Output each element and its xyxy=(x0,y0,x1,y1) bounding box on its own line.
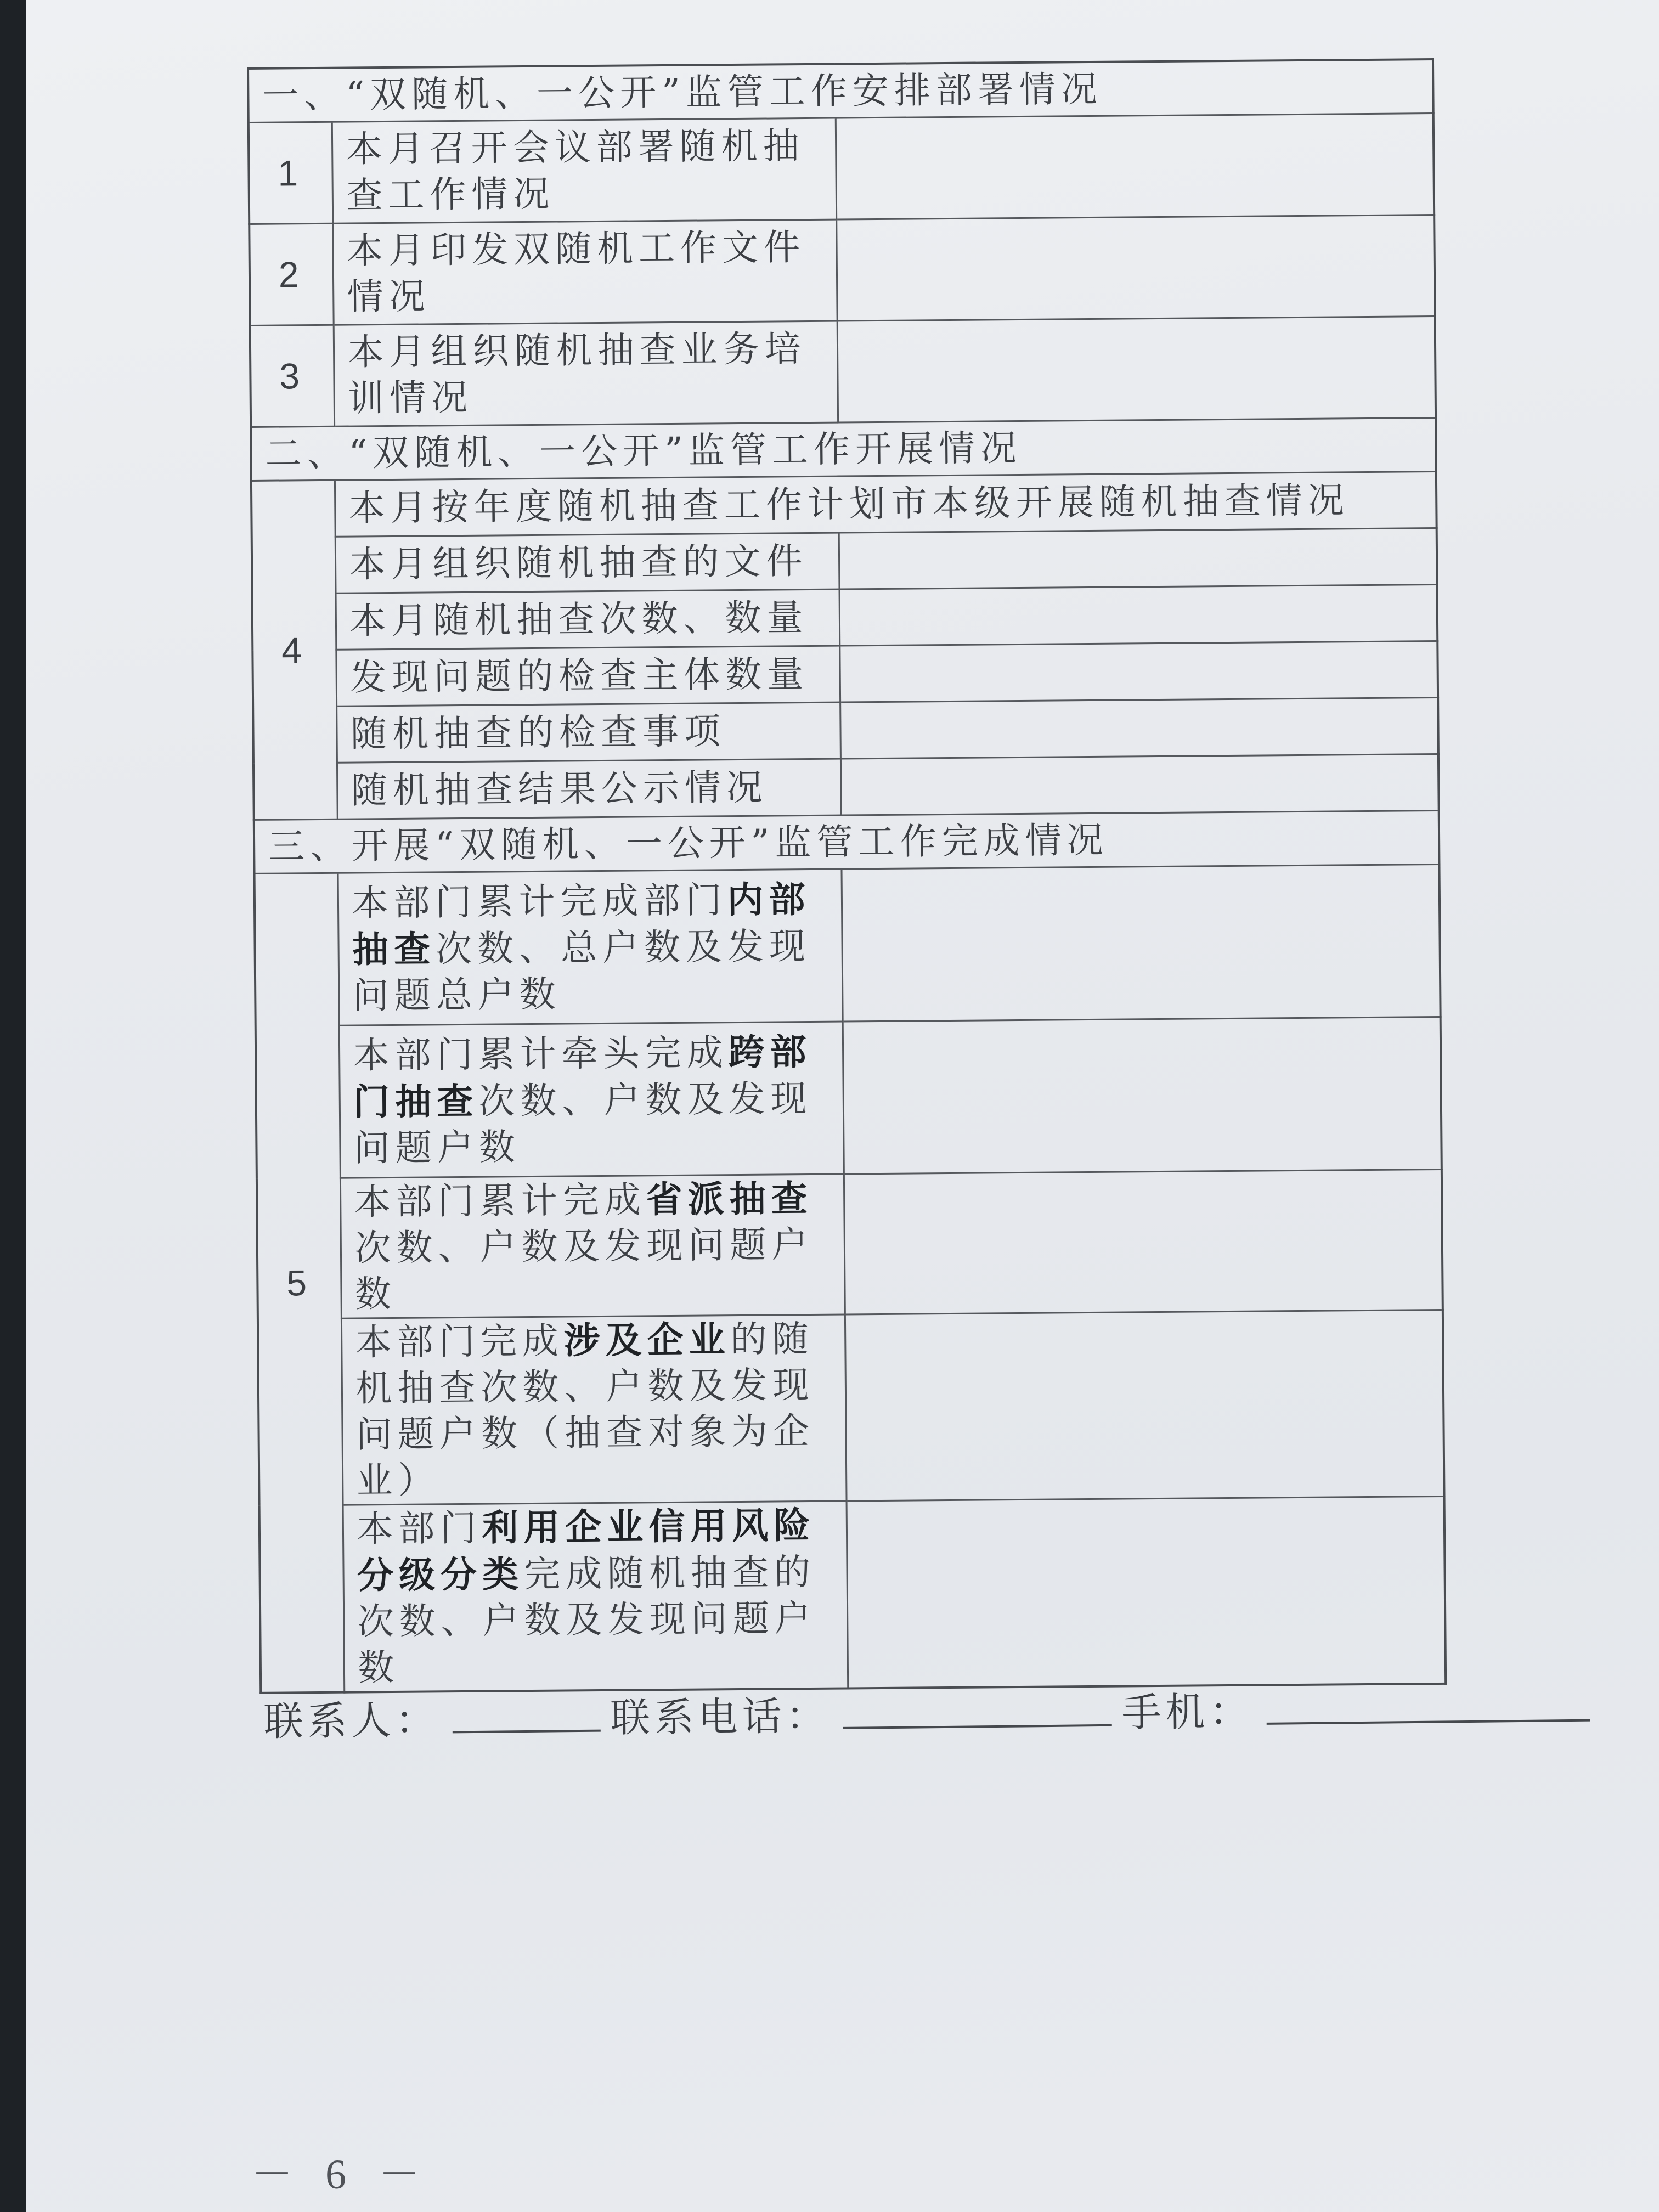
item-label-emphasis: 省派抽查 xyxy=(646,1176,814,1221)
answer-cell[interactable] xyxy=(847,1496,1446,1688)
item-label-emphasis: 跨部门抽查 xyxy=(353,1030,812,1124)
item-label-pre: 本部门累计牵头完成 xyxy=(353,1031,729,1077)
item-label: 本月召开会议部署随机抽查工作情况 xyxy=(332,118,836,223)
item-label-pre: 本部门累计完成部门 xyxy=(352,878,727,924)
item-label-pre: 本部门完成 xyxy=(355,1319,565,1364)
answer-cell[interactable] xyxy=(844,1169,1443,1314)
item-label-emphasis: 内部抽查 xyxy=(352,877,811,971)
item-label xyxy=(338,869,843,1025)
answer-cell[interactable] xyxy=(843,1017,1442,1174)
report-form xyxy=(247,58,1444,1694)
contact-person-label: 联系人： xyxy=(263,1696,440,1745)
item-label-wide: 本月按年度随机抽查工作计划市本级开展随机抽查情况 xyxy=(335,471,1437,537)
section-title-2: 二、“双随机、一公开”监管工作开展情况 xyxy=(251,417,1436,481)
item-label: 本月组织随机抽查的文件 xyxy=(335,533,839,593)
answer-cell[interactable] xyxy=(836,215,1435,321)
page-number: － 6 － xyxy=(251,2152,431,2198)
item-label: 随机抽查结果公示情况 xyxy=(337,759,841,819)
section-title-1: 一、“双随机、一公开”监管工作安排部署情况 xyxy=(248,59,1434,122)
contact-person-field[interactable] xyxy=(452,1697,601,1734)
answer-cell[interactable] xyxy=(842,864,1441,1022)
answer-cell[interactable] xyxy=(840,697,1438,759)
row-number: 4 xyxy=(251,480,337,820)
item-label: 随机抽查的检查事项 xyxy=(336,702,840,763)
item-label-pre: 本部门 xyxy=(357,1506,482,1550)
item-label-emphasis: 涉及企业 xyxy=(563,1318,731,1362)
contact-phone-field[interactable] xyxy=(843,1691,1112,1729)
item-label xyxy=(341,1314,847,1505)
item-label xyxy=(343,1501,848,1692)
answer-cell[interactable] xyxy=(839,528,1437,589)
section-title-3: 三、开展“双随机、一公开”监管工作完成情况 xyxy=(254,810,1440,873)
mobile-label: 手机： xyxy=(1121,1688,1254,1736)
report-table xyxy=(247,58,1447,1694)
item-label-emphasis: 利用企业信用风险分级分类 xyxy=(357,1503,816,1597)
item-label-post: 完成随机抽查的次数、户数及发现问题户数 xyxy=(357,1550,817,1689)
paper-sheet xyxy=(26,0,1659,2212)
item-label: 本月随机抽查次数、数量 xyxy=(336,589,840,650)
answer-cell[interactable] xyxy=(839,584,1438,646)
answer-cell[interactable] xyxy=(839,641,1438,702)
row-number: 1 xyxy=(249,122,332,224)
answer-cell[interactable] xyxy=(845,1310,1444,1501)
item-label: 本月组织随机抽查业务培训情况 xyxy=(334,321,838,426)
row-number: 2 xyxy=(249,223,333,325)
item-label: 本月印发双随机工作文件情况 xyxy=(332,219,837,325)
row-number: 3 xyxy=(250,325,334,427)
contact-phone-label: 联系电话： xyxy=(610,1692,831,1741)
answer-cell[interactable] xyxy=(836,114,1434,220)
item-label: 发现问题的检查主体数量 xyxy=(336,646,840,706)
answer-cell[interactable] xyxy=(837,317,1436,423)
answer-cell[interactable] xyxy=(840,754,1439,815)
item-label-post: 次数、户数及发现问题户数 xyxy=(353,1077,812,1170)
item-label xyxy=(339,1022,844,1178)
row-number: 5 xyxy=(255,873,345,1693)
item-label xyxy=(340,1174,845,1318)
item-label-post: 次数、户数及发现问题户数 xyxy=(354,1223,814,1316)
mobile-field[interactable] xyxy=(1266,1686,1590,1725)
item-label-post: 次数、总户数及发现问题总户数 xyxy=(352,924,811,1017)
item-label-pre: 本部门累计完成 xyxy=(354,1178,647,1223)
item-label-post: 的随机抽查次数、户数及发现问题户数（抽查对象为企业） xyxy=(356,1317,815,1502)
